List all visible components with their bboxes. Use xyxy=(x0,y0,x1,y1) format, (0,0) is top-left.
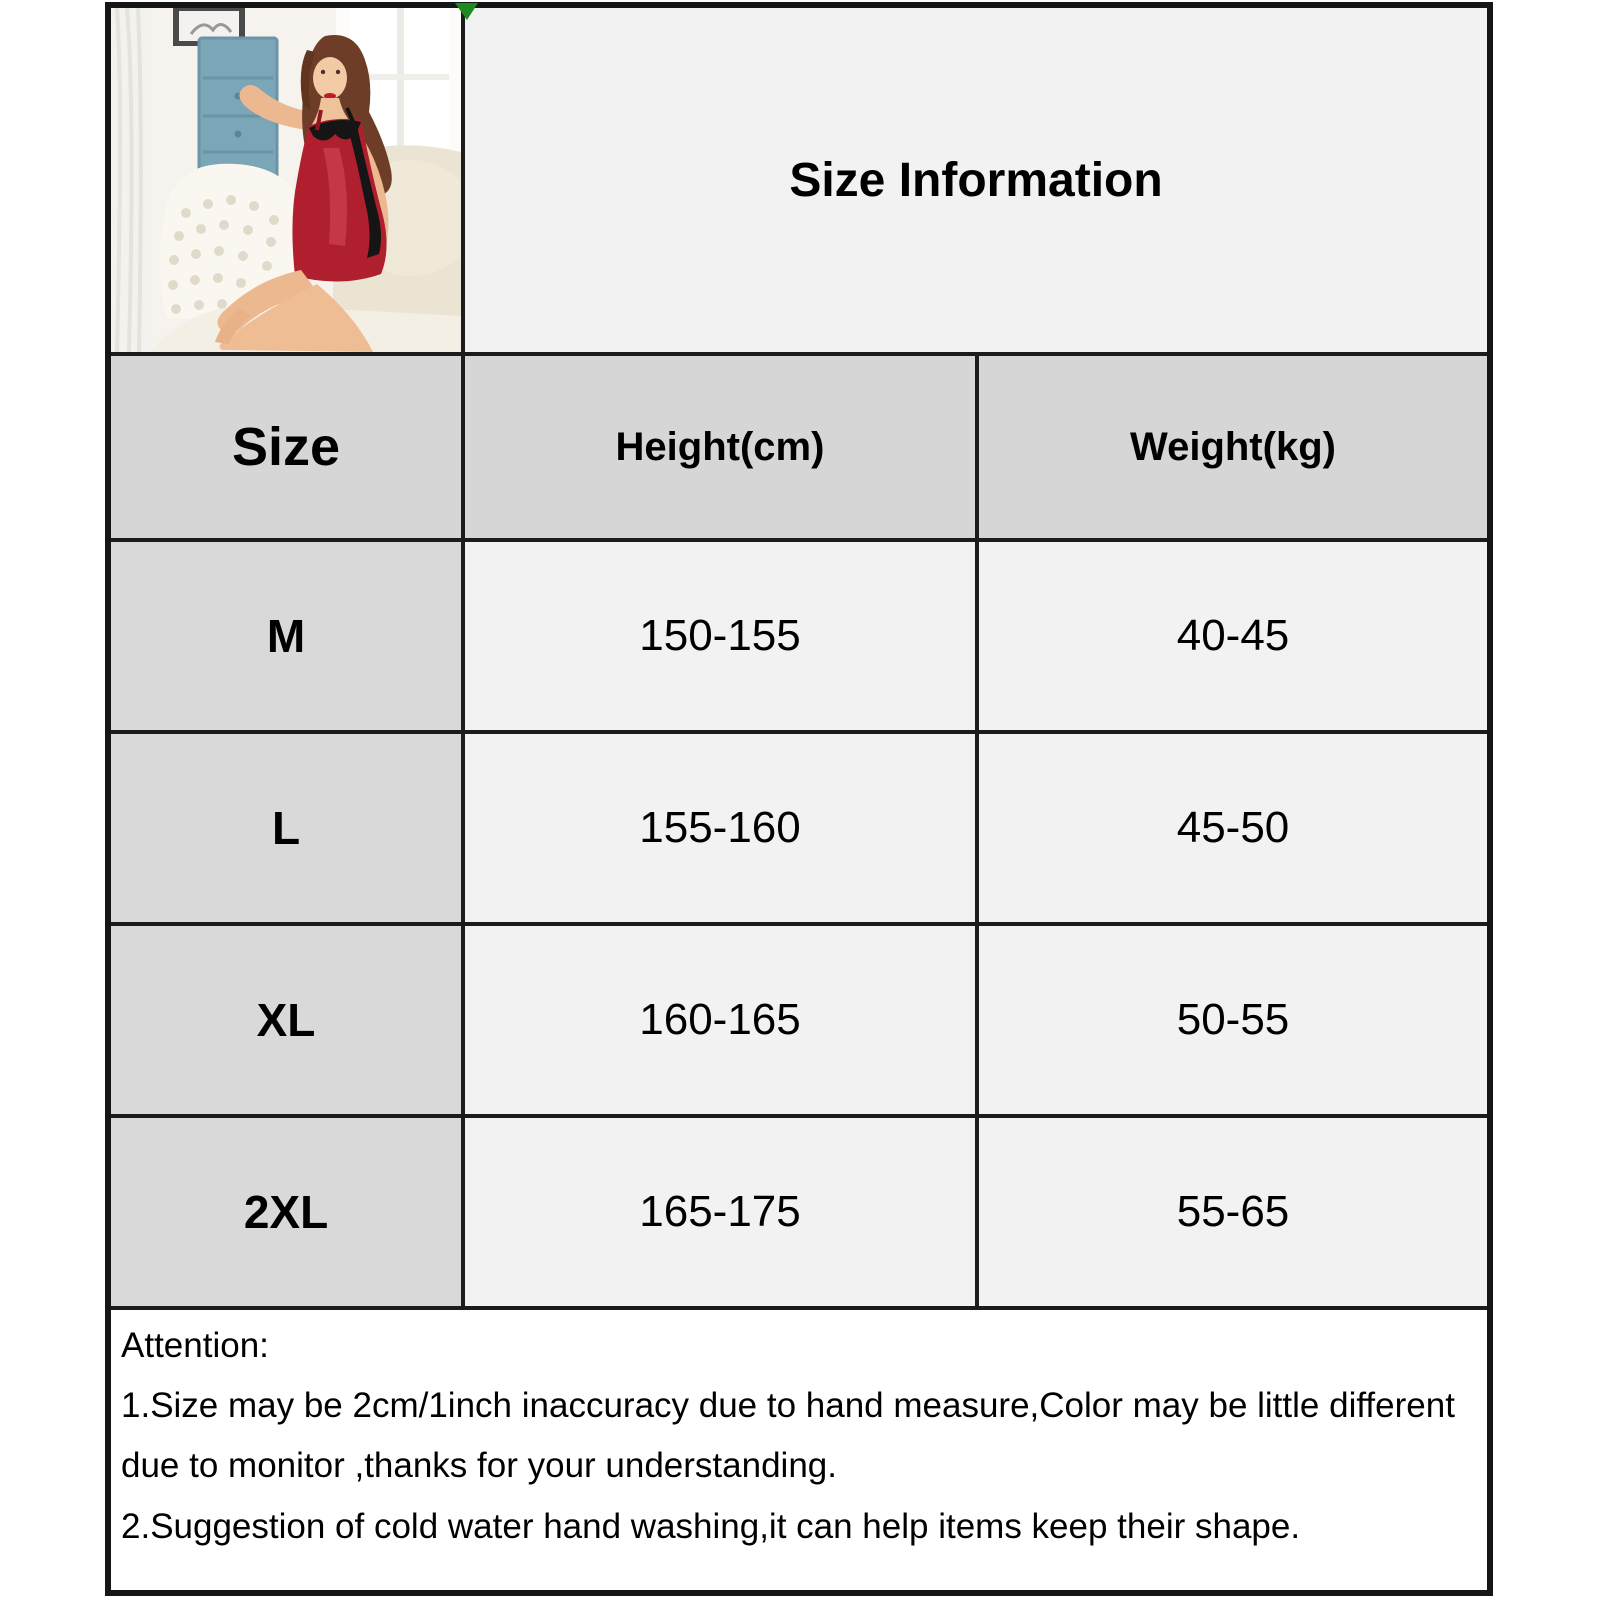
product-photo-illustration xyxy=(111,8,461,352)
table-row-xl-height-value: 160-165 xyxy=(465,926,975,1114)
attention-note xyxy=(111,1310,1487,1590)
attention-note-1: 1.Size may be 2cm/1inch inaccuracy due to hand measure,Color may be little different due to monitor ,thanks for your understanding. xyxy=(121,1386,1455,1486)
table-row-m-weight-value: 40-45 xyxy=(979,542,1487,730)
column-header-size: Size xyxy=(111,356,461,538)
column-header-weight: Weight(kg) xyxy=(979,356,1487,538)
page-title: Size Information xyxy=(789,153,1163,207)
table-row-l-size-label: L xyxy=(111,734,461,922)
table-row-2xl-size-label: 2XL xyxy=(111,1118,461,1306)
title-cell xyxy=(465,8,1487,352)
table-row-l-height-value: 155-160 xyxy=(465,734,975,922)
table-row-2xl-weight-value: 55-65 xyxy=(979,1118,1487,1306)
table-row-m-height-value: 150-155 xyxy=(465,542,975,730)
table-row-m-size-label: M xyxy=(111,542,461,730)
table-row-xl-size-label: XL xyxy=(111,926,461,1114)
attention-heading: Attention: xyxy=(121,1326,269,1365)
attention-note-2: 2.Suggestion of cold water hand washing,it can help items keep their shape. xyxy=(121,1506,1301,1546)
table-row-l-weight-value: 45-50 xyxy=(979,734,1487,922)
column-header-height: Height(cm) xyxy=(465,356,975,538)
product-photo xyxy=(111,8,461,352)
table-row-xl-weight-value: 50-55 xyxy=(979,926,1487,1114)
table-row-2xl-height-value: 165-175 xyxy=(465,1118,975,1306)
size-chart-table xyxy=(105,2,1493,1596)
